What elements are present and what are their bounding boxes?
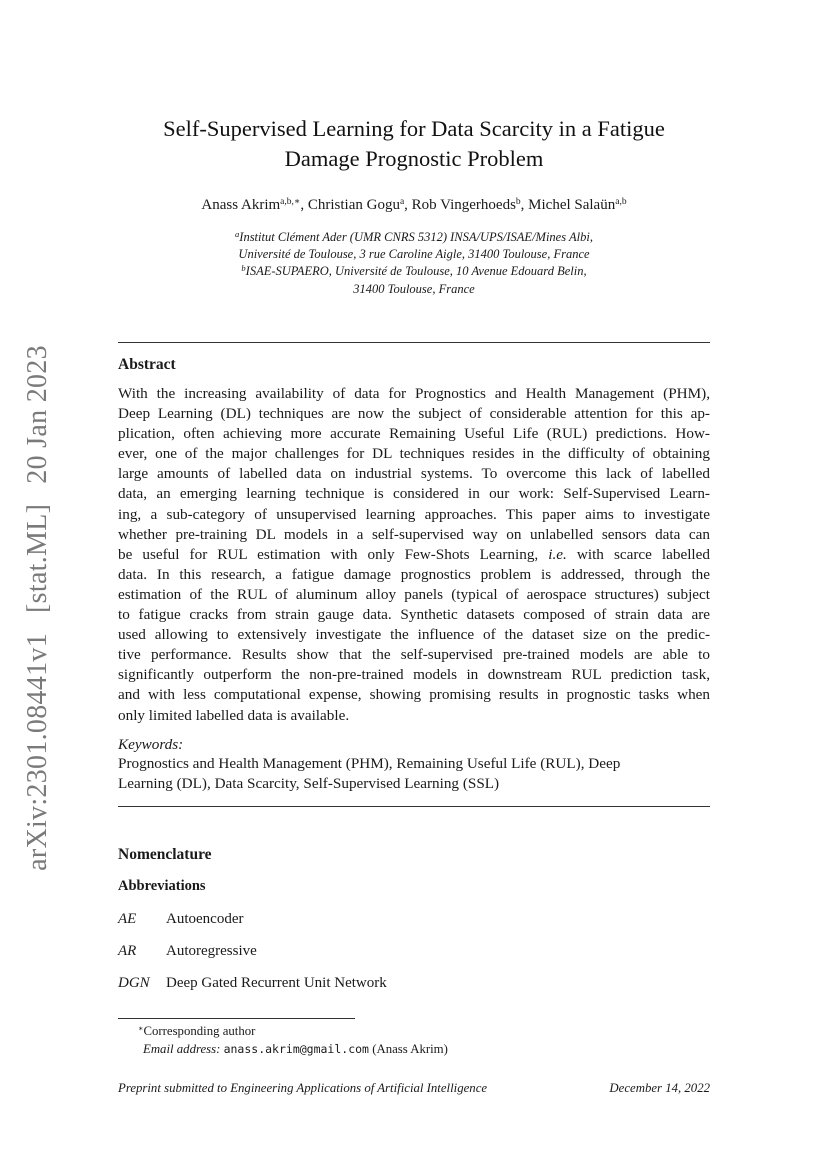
abstract-heading: Abstract	[118, 356, 176, 373]
abstract-top-rule	[118, 342, 710, 343]
corresponding-author-text: Corresponding author	[143, 1024, 256, 1038]
abstract-line: tive performance. Results show that the self-supervised pre-trained models are able to	[118, 646, 710, 664]
abstract-line: Deep Learning (DL) techniques are now the subject of considerable attention for this ap-	[118, 405, 710, 423]
author-name: Michel Salaün	[528, 197, 616, 213]
abstract-line: estimation of the RUL of aluminum alloy panels (typical of aerospace structures) subject	[118, 585, 710, 603]
abstract-line: only limited labelled data is available.	[118, 706, 350, 724]
abstract-line: be useful for RUL estimation with only Few-Shots Learning, i.e. with scarce labelled	[118, 545, 710, 563]
affiliation-a-mark: a	[235, 229, 240, 239]
abstract-line: ever, one of the major challenges for DL techniques resides in the difficulty of obtaining	[118, 445, 710, 463]
footnote-corresponding	[138, 1023, 255, 1040]
abbreviation-row	[118, 909, 243, 929]
abbreviation-value: Autoencoder	[166, 911, 244, 927]
affiliation-b-text: ISAE-SUPAERO, Université de Toulouse, 10 Avenue Edouard Belin,	[245, 264, 587, 279]
footer-date: December 14, 2022	[609, 1081, 710, 1095]
arxiv-stamp	[22, 345, 54, 871]
author-affiliation-mark: b	[515, 197, 521, 207]
author-list	[100, 195, 728, 215]
keywords-heading: Keywords:	[118, 736, 184, 753]
abstract-line: data. In this research, a fatigue damage prognostics problem is addressed, through the	[118, 565, 710, 583]
footnote-email	[143, 1041, 448, 1058]
abstract-line: large amounts of labelled data on industrial systems. To overcome this lack of labelled	[118, 465, 710, 483]
footer-preprint-note: Preprint submitted to Engineering Applications of Artificial Intelligence	[118, 1081, 488, 1095]
abstract-line: ing, a sub-category of unsupervised learning approaches. This paper aims to investigate	[118, 505, 710, 523]
affiliations	[100, 229, 728, 298]
abbreviation-key: AR	[118, 943, 137, 959]
abstract-line: significantly outperform the non-pre-trained models in downstream RUL prediction task,	[118, 666, 710, 684]
abstract-line: used allowing to extensively investigate the influence of the dataset size on the predic-	[118, 626, 710, 644]
author-affiliation-mark: a,b	[615, 197, 627, 207]
affiliation-a-line-2: Université de Toulouse, 3 rue Caroline Aigle, 31400 Toulouse, France	[238, 247, 590, 262]
paper-title	[100, 114, 728, 174]
abstract-bottom-rule	[118, 806, 710, 807]
nomenclature-heading: Nomenclature	[118, 846, 212, 863]
footnote-rule	[118, 1018, 355, 1019]
author-affiliation-mark: a	[399, 197, 405, 207]
affiliation-b-mark: b	[241, 263, 246, 274]
abstract-line: whether pre-training DL models in a self-supervised way on unlabelled sensors data can	[118, 525, 710, 543]
affiliation-b-line-2: 31400 Toulouse, France	[353, 281, 475, 296]
abbreviation-key: AE	[118, 911, 137, 927]
affiliation-a-text: Institut Clément Ader (UMR CNRS 5312) INSA/UPS/ISAE/Mines Albi,	[239, 230, 593, 244]
abstract-line: With the increasing availability of data for Prognostics and Health Management (PHM),	[118, 385, 710, 402]
author-affiliation-mark: a,b,∗	[280, 197, 301, 207]
title-line-1: Self-Supervised Learning for Data Scarcity in a Fatigue	[163, 116, 665, 141]
abbreviation-value: Deep Gated Recurrent Unit Network	[166, 975, 387, 991]
keywords-body	[118, 754, 710, 794]
keywords-line-2: Learning (DL), Data Scarcity, Self-Supervised Learning (SSL)	[118, 775, 500, 793]
abstract-line: to fatigue cracks from strain gauge data. Synthetic datasets composed of strain data are	[118, 606, 710, 624]
author-separator: ,	[520, 197, 529, 213]
email-address-link[interactable]: anass.akrim@gmail.com	[223, 1042, 369, 1056]
email-label: Email address:	[143, 1042, 221, 1056]
email-owner: (Anass Akrim)	[372, 1042, 448, 1056]
arxiv-date: 20 Jan 2023	[22, 345, 53, 484]
abstract-line: data, an emerging learning technique is considered in our work: Self-Supervised Learn-	[118, 485, 710, 503]
abbreviation-row	[118, 941, 257, 961]
affiliation-b-line-1	[100, 263, 728, 280]
abbreviations-heading: Abbreviations	[118, 878, 206, 894]
abstract-line: plication, often achieving more accurate Remaining Useful Life (RUL) predictions. How-	[118, 425, 710, 443]
abbreviation-key: DGN	[118, 975, 150, 991]
abbreviation-value: Autoregressive	[166, 943, 257, 959]
author-separator: ,	[300, 197, 308, 213]
author-name: Christian Gogu	[307, 197, 400, 213]
author-name: Rob Vingerhoeds	[411, 197, 516, 213]
title-line-2: Damage Prognostic Problem	[284, 146, 544, 171]
affiliation-a-line-1	[100, 229, 728, 246]
abstract-line: and with less computational expense, showing promising results in prognostic tasks when	[118, 686, 710, 704]
footnote-star-mark: ∗	[138, 1024, 144, 1033]
abbreviation-row	[118, 973, 387, 993]
arxiv-id: arXiv:2301.08441v1	[22, 632, 53, 871]
keywords-line-1: Prognostics and Health Management (PHM), Remaining Useful Life (RUL), Deep	[118, 755, 621, 772]
arxiv-category: [stat.ML]	[22, 503, 53, 613]
author-separator: ,	[404, 197, 412, 213]
author-name: Anass Akrim	[201, 197, 281, 213]
abstract-body	[118, 384, 710, 726]
